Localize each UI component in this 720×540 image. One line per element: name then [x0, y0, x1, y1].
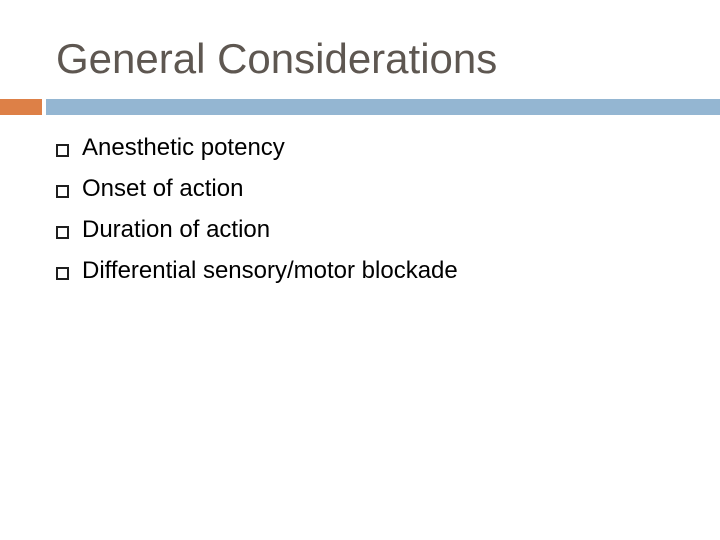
slide-title: General Considerations	[56, 35, 498, 82]
bullet-text: Onset of action	[82, 175, 244, 202]
hollow-square-bullet-icon	[56, 144, 69, 157]
bullet-text: Differential sensory/motor blockade	[82, 257, 458, 284]
bullet-text: Anesthetic potency	[82, 134, 285, 161]
hollow-square-bullet-icon	[56, 185, 69, 198]
hollow-square-bullet-icon	[56, 226, 69, 239]
title-divider-bar	[46, 99, 720, 115]
title-accent-bar	[0, 99, 42, 115]
hollow-square-bullet-icon	[56, 267, 69, 280]
bullet-text: Duration of action	[82, 216, 271, 243]
